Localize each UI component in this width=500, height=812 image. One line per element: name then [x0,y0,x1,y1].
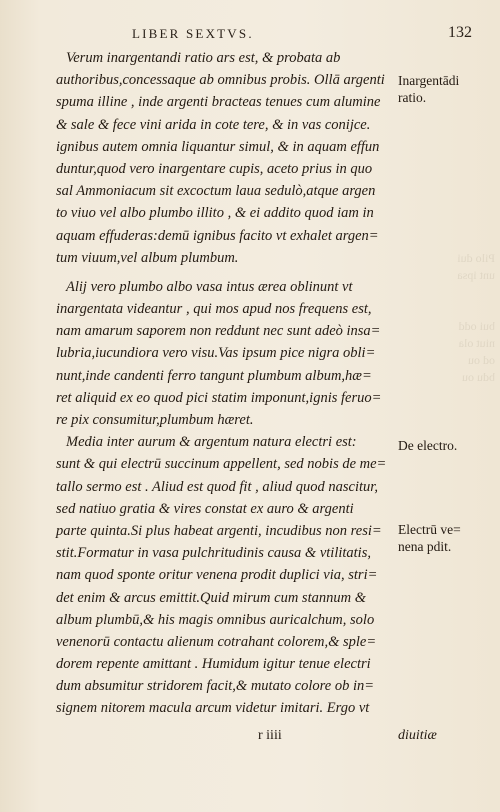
signature-mark: r iiii [258,728,282,743]
margin-note-electro [398,437,457,454]
text-line: sal Ammoniacum sit excoctum laua sedulò,atque argen [56,183,376,200]
text-line: ignibus autem omnia liquantur simul, & in aquam effun [56,138,380,155]
text-line: re pix consumitur,plumbum hæret. [56,412,254,428]
text-line: sed natiuo gratia & vires constat ex auro & argenti [56,500,354,517]
text-line: spuma illine , inde argenti bracteas tenues cum alumine [56,94,381,111]
text-line: Alij vero plumbo albo vasa intus ærea oblinunt vt [66,278,353,295]
text-line: det enim & arcus emittit.Quid mirum cum stannum & [56,589,366,606]
text-line: lubria,iucundiora vero visu.Vas ipsum pice nigra obli= [56,345,376,362]
catchword: diuitiæ [398,728,437,743]
margin-note-line: Electrū ve= [398,522,461,537]
paragraph-electrum [56,431,401,719]
text-line: aquam effuderas:demū ignibus facito vt exhalet argen= [56,227,379,244]
text-line: album plumbū,& his magis omnibus auricalchum, solo [56,611,375,628]
margin-note-venena [398,521,461,555]
margin-note-line: De electro. [398,438,458,453]
text-line: tallo sermo est . Aliud est quod fit , aliud quod nascitur, [56,478,378,495]
text-line: Media inter aurum & argentum natura electri est: [66,434,357,451]
margin-note-inargentandi [398,72,459,106]
text-line: signem nitorem macula arcum videtur imitari. Ergo vt [56,700,370,717]
running-head: LIBER SEXTVS. [132,26,254,41]
text-line: stit.Formatur in vasa pulchritudinis causa & vtilitatis, [56,545,371,562]
margin-note-line: nena pdit. [398,539,452,554]
text-line: Verum inargentandi ratio ars est, & probata ab [66,50,341,66]
text-line: nam quod sponte oritur venena prodit duplici via, stri= [56,567,378,584]
text-line: ret aliquid ex eo quod pici statim imponunt,ignis feruo= [56,389,382,406]
text-line: venenorū contactu alienum cotrahant colorem,& sple= [56,633,377,650]
text-line: tum viuum,vel album plumbum. [56,249,239,266]
margin-note-line: Inargentādi [398,73,460,88]
show-through-text: Pilo dui unt ipsa bui odd niut ola od ou bdu ou [457,251,495,384]
text-line: dorem repente amittant . Humidum igitur tenue electri [56,656,371,673]
main-text [56,47,401,720]
page-number: 132 [448,24,472,41]
text-line: sunt & qui electrū succinum appellent, sed nobis de me= [56,456,387,473]
text-line: & sale & fece vini arida in cote tere, & in vas conijce. [56,116,371,133]
text-line: parte quinta.Si plus habeat argenti, incudibus non resi= [56,522,382,539]
text-line: nunt,inde candenti ferro tangunt plumbum album,hæ= [56,367,372,384]
text-line: dum absumitur stridorem facit,& mutato colore ob in= [56,678,375,695]
text-line: authoribus,concessaque ab omnibus probis. Ollā argenti [56,72,385,89]
margin-note-line: ratio. [398,90,427,105]
text-line: nam amarum saporem non reddunt nec sunt adeò insa= [56,323,381,340]
paragraph-plumbo-albo [56,276,401,431]
text-line: to viuo vel albo plumbo illito , & ei addito quod iam in [56,205,374,222]
text-line: duntur,quod vero inargentare cupis, aceto prius in quo [56,160,373,177]
paragraph-inargentandi [56,47,401,269]
text-line: inargentata videantur , qui mos apud nos frequens est, [56,301,372,318]
